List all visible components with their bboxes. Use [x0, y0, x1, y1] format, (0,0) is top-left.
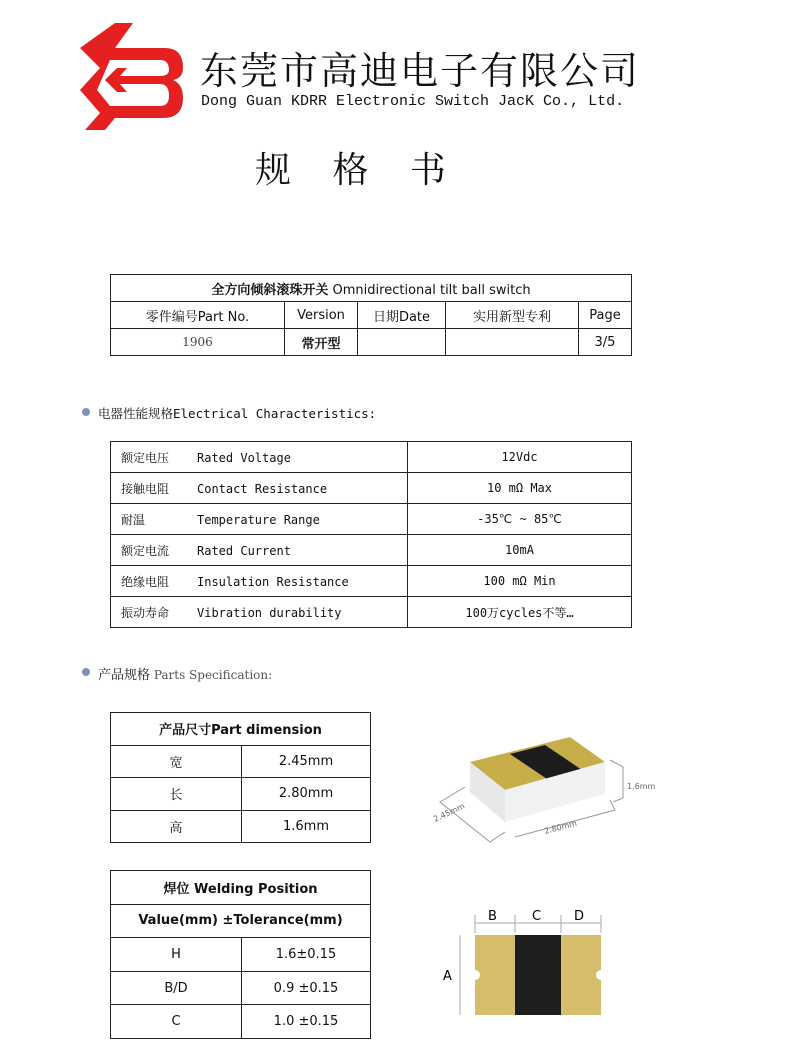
welding-title: 焊位 Welding Position — [111, 871, 371, 905]
company-name-cn: 东莞市高迪电子有限公司 — [200, 49, 641, 93]
row-value: 1.0 ±0.15 — [242, 1005, 371, 1039]
electrical-row — [111, 535, 632, 566]
header-date: 日期Date — [358, 302, 446, 329]
bullet-icon — [82, 668, 90, 676]
footprint-diagram — [440, 905, 615, 1025]
height-label: 1.6mm — [627, 782, 655, 791]
part-no-value: 1906 — [111, 329, 285, 356]
row-value: 2.80mm — [242, 778, 371, 811]
version-value: 常开型 — [285, 329, 358, 356]
dimension-row — [111, 810, 371, 843]
param-en: Vibration durability — [197, 605, 342, 620]
welding-subtitle: Value(mm) ±Tolerance(mm) — [111, 904, 371, 938]
param-value: 12Vdc — [408, 442, 632, 473]
dimension-title: 产品尺寸Part dimension — [111, 713, 371, 746]
param-cn: 接触电阻 — [121, 481, 170, 496]
param-en: Insulation Resistance — [197, 574, 349, 589]
info-title: 全方向倾斜滚珠开关 Omnidirectional tilt ball switch — [111, 275, 632, 302]
patent-value — [446, 329, 579, 356]
electrical-row — [111, 597, 632, 628]
page-value: 3/5 — [579, 329, 632, 356]
row-label: B/D — [111, 971, 242, 1005]
header-version: Version — [285, 302, 358, 329]
param-cn: 振动寿命 — [121, 605, 170, 620]
param-value: 10mA — [408, 535, 632, 566]
welding-row — [111, 1005, 371, 1039]
label-c: C — [532, 909, 542, 924]
param-value: 10 mΩ Max — [408, 473, 632, 504]
dimension-table — [110, 712, 371, 843]
row-label: H — [111, 938, 242, 972]
param-en: Rated Voltage — [197, 450, 291, 465]
date-value — [358, 329, 446, 356]
welding-row — [111, 938, 371, 972]
electrical-row — [111, 504, 632, 535]
row-label: 高 — [111, 810, 242, 843]
param-en: Rated Current — [197, 543, 291, 558]
dimension-row — [111, 778, 371, 811]
electrical-row — [111, 566, 632, 597]
row-label: 宽 — [111, 745, 242, 778]
company-name-en: Dong Guan KDRR Electronic Switch JacK Co., Ltd. — [201, 93, 625, 110]
param-value: 100万cycles不等… — [408, 597, 632, 628]
company-logo — [75, 18, 185, 133]
width-label: 2.45mm — [432, 801, 467, 824]
electrical-row — [111, 473, 632, 504]
bullet-icon — [82, 408, 90, 416]
row-value: 2.45mm — [242, 745, 371, 778]
electrical-row — [111, 442, 632, 473]
length-label: 2.80mm — [543, 818, 578, 836]
param-cn: 绝缘电阻 — [121, 574, 170, 589]
document-title: 规 格 书 — [255, 150, 446, 191]
dimension-row — [111, 745, 371, 778]
parts-heading: 产品规格 Parts Specification: — [98, 668, 273, 683]
row-value: 1.6±0.15 — [242, 938, 371, 972]
label-d: D — [574, 909, 585, 924]
part-3d-diagram — [420, 712, 655, 847]
info-table — [110, 274, 632, 356]
param-cn: 额定电流 — [121, 543, 170, 558]
row-label: 长 — [111, 778, 242, 811]
header-page: Page — [579, 302, 632, 329]
param-value: -35℃ ~ 85℃ — [408, 504, 632, 535]
welding-row — [111, 971, 371, 1005]
welding-table — [110, 870, 371, 1039]
row-label: C — [111, 1005, 242, 1039]
param-cn: 额定电压 — [121, 450, 170, 465]
param-value: 100 mΩ Min — [408, 566, 632, 597]
electrical-heading: 电器性能规格Electrical Characteristics: — [98, 406, 377, 421]
row-value: 0.9 ±0.15 — [242, 971, 371, 1005]
param-en: Contact Resistance — [197, 481, 328, 496]
row-value: 1.6mm — [242, 810, 371, 843]
header-patent: 实用新型专利 — [446, 302, 579, 329]
header-part-no: 零件编号Part No. — [111, 302, 285, 329]
label-a: A — [443, 969, 452, 984]
param-en: Temperature Range — [197, 512, 320, 527]
electrical-table — [110, 441, 632, 628]
label-b: B — [488, 909, 497, 924]
param-cn: 耐温 — [121, 512, 146, 527]
